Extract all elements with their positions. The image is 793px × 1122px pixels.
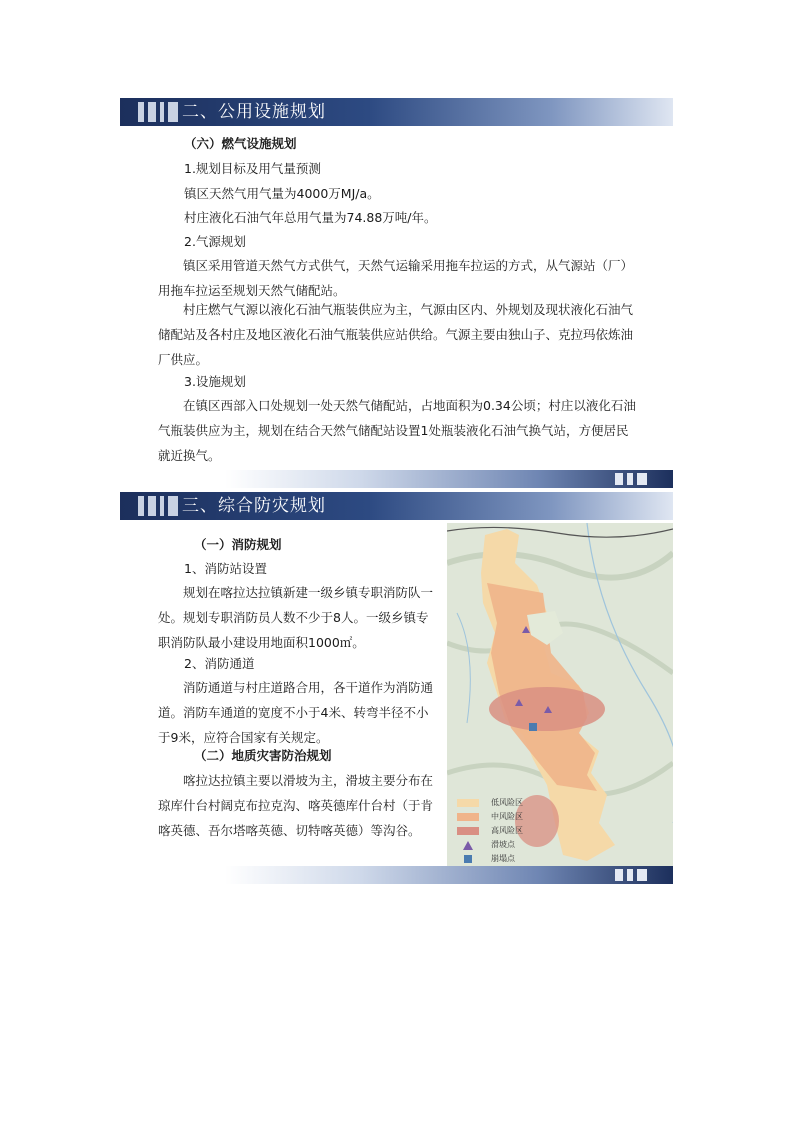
hazard-risk-map — [447, 523, 673, 873]
item-heading: 3.设施规划 — [184, 374, 246, 389]
item-heading: 2、消防通道 — [184, 656, 255, 671]
subsection-heading: （二）地质灾害防治规划 — [194, 748, 332, 763]
paragraph: 在镇区西部入口处规划一处天然气储配站，占地面积为0.34公顷；村庄以液化石油气瓶装供应为主，规划在结合天然气储配站设置1处瓶装液化石油气换气站，方便居民就近换气。 — [158, 398, 636, 463]
section-footer-bar — [225, 470, 673, 488]
item-heading: 2.气源规划 — [184, 234, 246, 249]
legend-high: 高风险区 — [457, 825, 523, 836]
paragraph: 镇区天然气用气量为4000万MJ/a。 — [184, 186, 380, 201]
section-footer-bar — [225, 866, 673, 884]
item-heading: 1、消防站设置 — [184, 561, 267, 576]
paragraph: 村庄液化石油气年总用气量为74.88万吨/年。 — [184, 210, 437, 225]
section-title: 二、公用设施规划 — [182, 102, 326, 122]
section-title: 三、综合防灾规划 — [182, 496, 326, 516]
legend-landslide: 滑坡点 — [457, 839, 515, 850]
paragraph: 喀拉达拉镇主要以滑坡为主，滑坡主要分布在琼库什台村阔克布拉克沟、喀英德库什台村（于肯喀英德、吾尔塔喀英德、切特喀英德）等沟谷。 — [158, 773, 434, 838]
legend-collapse: 崩塌点 — [457, 853, 515, 864]
paragraph: 镇区采用管道天然气方式供气，天然气运输采用拖车拉运的方式，从气源站（厂）用拖车拉运至规划天然气储配站。 — [158, 258, 634, 298]
section-banner — [120, 492, 673, 520]
paragraph: 消防通道与村庄道路合用，各干道作为消防通道。消防车通道的宽度不小于4米、转弯半径不小于9米，应符合国家有关规定。 — [158, 680, 434, 745]
item-heading: 1.规划目标及用气量预测 — [184, 161, 321, 176]
section-banner — [120, 98, 673, 126]
legend-low: 低风险区 — [457, 797, 523, 808]
subsection-heading: （六）燃气设施规划 — [184, 136, 297, 151]
paragraph: 村庄燃气气源以液化石油气瓶装供应为主，气源由区内、外规划及现状液化石油气储配站及各村庄及地区液化石油气瓶装供应站供给。气源主要由独山子、克拉玛依炼油厂供应。 — [158, 302, 634, 367]
subsection-heading: （一）消防规划 — [194, 537, 282, 552]
legend-mid: 中风险区 — [457, 811, 523, 822]
paragraph: 规划在喀拉达拉镇新建一级乡镇专职消防队一处。规划专职消防员人数不少于8人。一级乡镇专职消防队最小建设用地面积1000㎡。 — [158, 585, 434, 650]
collapse-point — [529, 723, 537, 731]
